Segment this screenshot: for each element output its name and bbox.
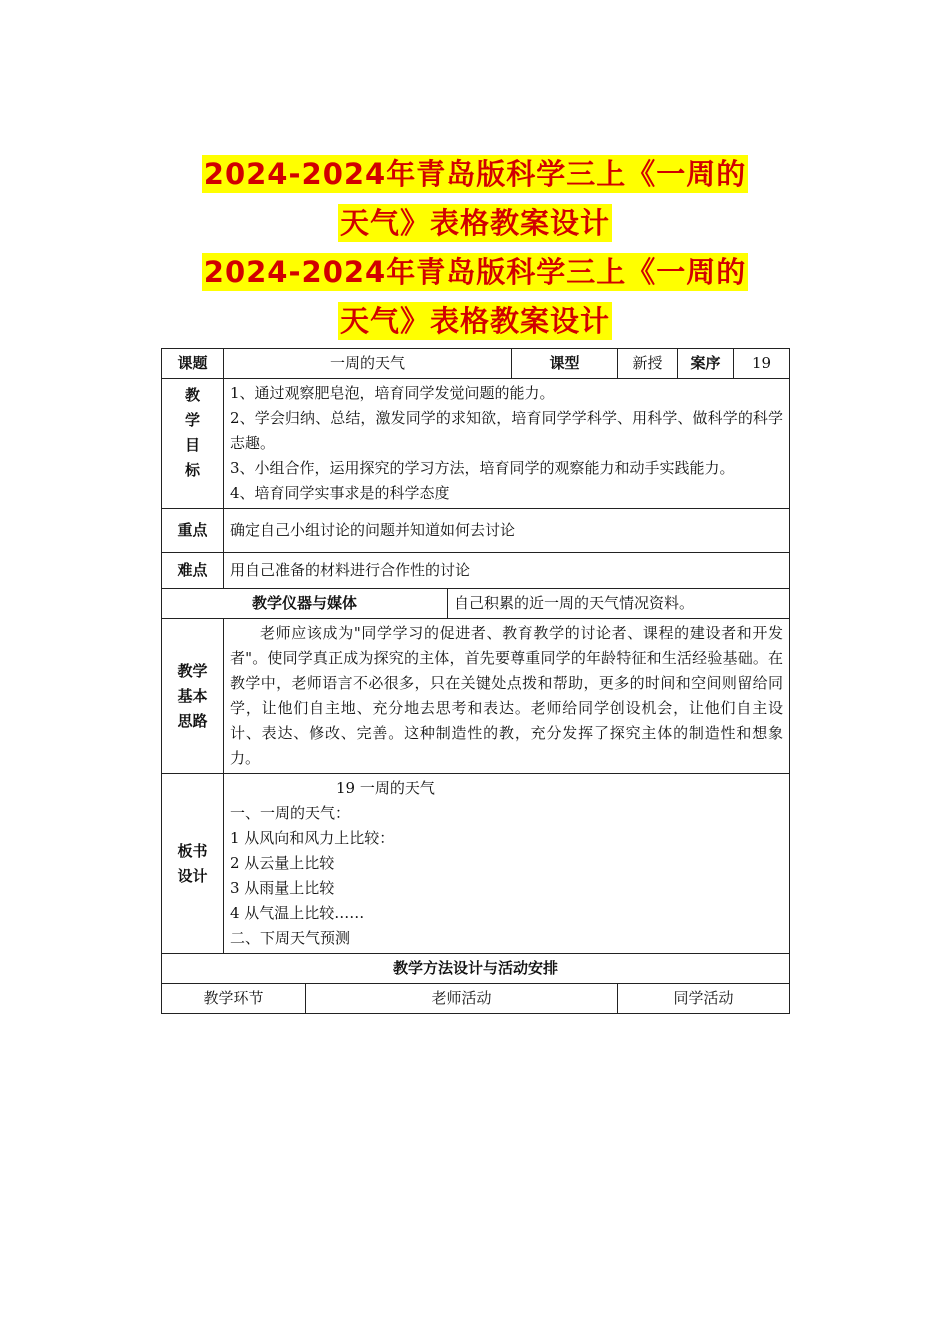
board-line: 4 从气温上比较……: [230, 904, 365, 922]
board-line: 1 从风向和风力上比较：: [230, 829, 395, 847]
board-line: 2 从云量上比较: [230, 854, 335, 872]
order-label: 案序: [678, 349, 734, 379]
key-point-row: [162, 509, 790, 553]
methods-heading-row: [162, 954, 790, 984]
board-line: 一、一周的天气：: [230, 804, 351, 822]
lesson-plan-table: [161, 348, 790, 1014]
column-stage: 教学环节: [162, 984, 306, 1014]
board-line: 二、下周天气预测: [230, 929, 351, 947]
type-label: 课型: [512, 349, 618, 379]
media-row: [162, 589, 790, 619]
goals-row: [162, 379, 790, 509]
title-line-4: 天气》表格教案设计: [339, 304, 610, 338]
goal-item: 2、学会归纳、总结，激发同学的求知欲，培育同学学科学、用科学、做科学的科学志趣。: [230, 409, 784, 452]
key-point-value: 确定自己小组讨论的问题并知道如何去讨论: [224, 509, 790, 553]
topic-value: 一周的天气: [224, 349, 512, 379]
board-row: [162, 774, 790, 954]
goal-item: 4、培育同学实事求是的科学态度: [230, 484, 450, 502]
title-line-3: 2024-2024年青岛版科学三上《一周的: [203, 255, 747, 289]
key-point-label: 重点: [162, 509, 224, 553]
difficulty-label: 难点: [162, 553, 224, 589]
topic-row: [162, 349, 790, 379]
goals-label: 教 学 目 标: [162, 379, 224, 509]
media-label: 教学仪器与媒体: [162, 589, 448, 619]
board-line: 3 从雨量上比较: [230, 879, 335, 897]
media-value: 自己积累的近一周的天气情况资料。: [448, 589, 790, 619]
title-line-2: 天气》表格教案设计: [339, 206, 610, 240]
goals-content: [224, 379, 790, 509]
order-value: 19: [734, 349, 790, 379]
topic-label: 课题: [162, 349, 224, 379]
goal-item: 1、通过观察肥皂泡，培育同学发觉问题的能力。: [230, 384, 555, 402]
board-label: 板书 设计: [162, 774, 224, 954]
methods-heading: 教学方法设计与活动安排: [162, 954, 790, 984]
column-teacher: 老师活动: [306, 984, 618, 1014]
column-student: 同学活动: [618, 984, 790, 1014]
board-content: [224, 774, 790, 954]
type-value: 新授: [618, 349, 678, 379]
difficulty-row: [162, 553, 790, 589]
board-line: 19 一周的天气: [336, 779, 435, 797]
document-title: [150, 150, 800, 346]
goal-item: 3、小组合作，运用探究的学习方法，培育同学的观察能力和动手实践能力。: [230, 459, 735, 477]
thinking-value: 老师应该成为"同学学习的促进者、教育教学的讨论者、课程的建设者和开发者"。使同学真正成为探究的主体，首先要尊重同学的年龄特征和生活经验基础。在教学中，老师语言不必很多，只在关键处点拨和帮助，更多的时间和空间则留给同学，让他们自主地、充分地去思考和表达。老师给同学创设机会，让他们自主设计、表达、修改、完善。这种制造性的教，充分发挥了探究主体的制造性和想象力。: [224, 619, 790, 774]
methods-columns-row: [162, 984, 790, 1014]
title-line-1: 2024-2024年青岛版科学三上《一周的: [203, 157, 747, 191]
difficulty-value: 用自己准备的材料进行合作性的讨论: [224, 553, 790, 589]
thinking-row: [162, 619, 790, 774]
thinking-label: 教学 基本 思路: [162, 619, 224, 774]
